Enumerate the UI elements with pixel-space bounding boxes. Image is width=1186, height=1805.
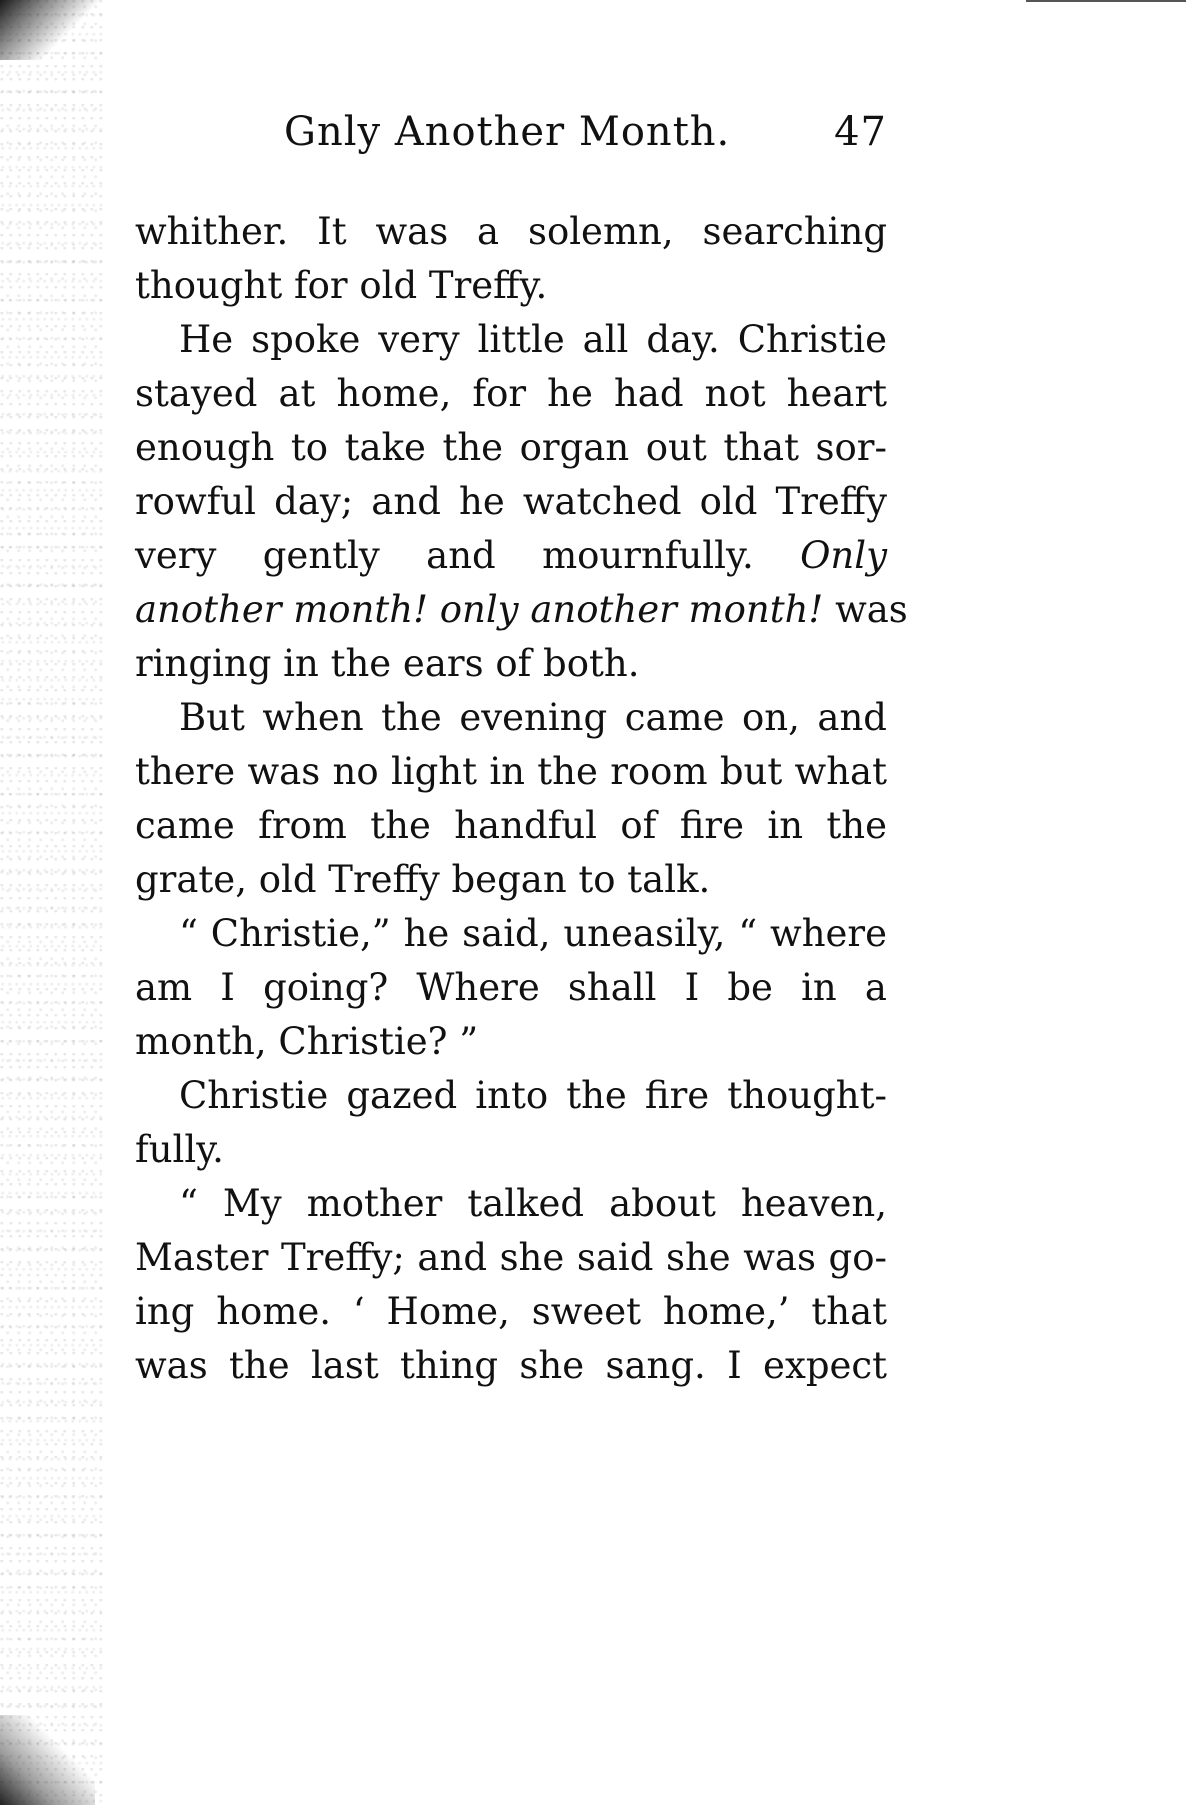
text-line: whither. It was a solemn, searching: [135, 210, 887, 253]
text-line: stayed at home, for he had not heart: [135, 372, 887, 415]
text-line: “ Christie,” he said, uneasily, “ where: [179, 912, 887, 955]
text-line: there was no light in the room but what: [135, 750, 887, 793]
scan-edge-shadow-bottom: [0, 1715, 95, 1805]
body-text: [135, 205, 908, 1393]
text-line: [135, 583, 908, 637]
scan-edge-shadow-top: [0, 0, 110, 60]
text-line: month, Christie? ”: [135, 1020, 479, 1063]
page-number: 47: [834, 109, 887, 155]
text-line: am I going? Where shall I be in a: [135, 966, 887, 1009]
scan-top-rule: [1026, 0, 1186, 2]
text-line: “ My mother talked about heaven,: [179, 1182, 887, 1225]
running-title: Gnly Another Month.: [284, 109, 731, 155]
text-line: grate, old Treffy began to talk.: [135, 858, 711, 901]
text-line: enough to take the organ out that sor-: [135, 426, 887, 469]
text-line: fully.: [135, 1128, 224, 1171]
text-line: But when the evening came on, and: [179, 696, 887, 739]
text-segment: very gently and mournfully.: [135, 534, 754, 577]
text-line: Master Treffy; and she said she was go-: [135, 1236, 887, 1279]
text-line: ringing in the ears of both.: [135, 642, 640, 685]
text-line: ing home. ‘ Home, sweet home,’ that: [135, 1290, 887, 1333]
text-line: came from the handful of fire in the: [135, 804, 887, 847]
scan-edge-speckle: [0, 0, 105, 1805]
text-line: rowful day; and he watched old Treffy: [135, 480, 887, 523]
text-line: He spoke very little all day. Christie: [179, 318, 887, 361]
italic-phrase: Only: [800, 534, 887, 577]
text-segment: was: [835, 588, 908, 631]
text-line: [135, 529, 887, 583]
text-line: Christie gazed into the fire thought-: [179, 1074, 887, 1117]
text-line: thought for old Treffy.: [135, 264, 548, 307]
italic-phrase: another month! only another month!: [135, 588, 824, 631]
page-header: [135, 104, 887, 160]
text-line: was the last thing she sang. I expect: [135, 1344, 887, 1387]
